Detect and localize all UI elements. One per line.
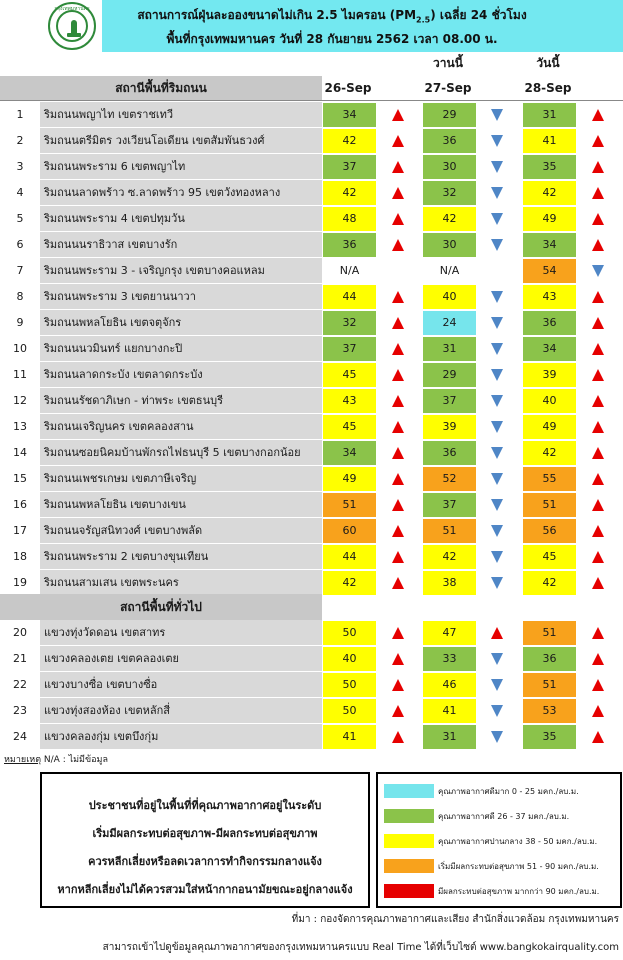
trend-down-icon [490,238,504,252]
pm25-value: 49 [323,467,376,491]
table-row [0,258,623,284]
pm25-value: 40 [323,647,376,671]
trend-up-icon [391,160,405,174]
table-row [0,102,623,128]
table-row [0,336,623,362]
pm25-value: 30 [423,155,476,179]
trend-down-icon [490,134,504,148]
trend-down-icon [490,446,504,460]
advice-line: เริ่มมีผลกระทบต่อสุขภาพ-มีผลกระทบต่อสุขภาพ [92,827,318,840]
station-name: แขวงทุ่งสองห้อง เขตหลักสี่ [40,698,322,724]
station-number: 23 [13,704,27,717]
trend-down-icon [490,704,504,718]
trend-up-icon [391,212,405,226]
general-header: สถานีพื้นที่ทั่วไป [0,594,322,620]
pm25-value: 37 [423,493,476,517]
pm25-value: 34 [323,103,376,127]
pm25-value: 54 [523,259,576,283]
trend-up-icon [591,730,605,744]
table-row [0,128,623,154]
trend-down-icon [490,550,504,564]
pm25-value: 34 [523,337,576,361]
legend-swatch [384,859,434,873]
pm25-value: 31 [523,103,576,127]
station-name: ริมถนนพระราม 4 เขตปทุมวัน [40,206,322,232]
station-number: 24 [13,730,27,743]
trend-up-icon [391,524,405,538]
station-number: 1 [16,108,24,121]
station-number: 8 [16,290,24,303]
trend-up-icon [591,420,605,434]
station-name: ริมถนนลาดพร้าว ซ.ลาดพร้าว 95 เขตวังทองหลาง [40,180,322,206]
trend-down-icon [490,730,504,744]
table-row [0,646,623,672]
trend-up-icon [391,316,405,330]
station-number: 2 [16,134,24,147]
table-row [0,232,623,258]
trend-up-icon [591,524,605,538]
trend-up-icon [391,238,405,252]
station-number: 9 [16,316,24,329]
trend-up-icon [391,108,405,122]
pm25-value: 30 [423,233,476,257]
pm25-value: 41 [523,129,576,153]
legend-swatch [384,784,434,798]
station-number: 14 [13,446,27,459]
station-name: ริมถนนเพชรเกษม เขตภาษีเจริญ [40,466,322,492]
pm25-value: 29 [423,363,476,387]
trend-up-icon [391,550,405,564]
trend-down-icon [490,472,504,486]
trend-up-icon [391,626,405,640]
table-row [0,544,623,570]
pm25-value: 31 [423,725,476,749]
pm25-value: 51 [523,493,576,517]
pm25-value: 36 [523,647,576,671]
pm25-value: 45 [523,545,576,569]
trend-up-icon [591,704,605,718]
station-number: 3 [16,160,24,173]
trend-up-icon [591,394,605,408]
table-row [0,570,623,596]
trend-up-icon [591,238,605,252]
trend-up-icon [391,576,405,590]
pm25-value: 56 [523,519,576,543]
station-name: ริมถนนพหลโยธิน เขตบางเขน [40,492,322,518]
station-name: แขวงทุ่งวัดดอน เขตสาทร [40,620,322,646]
pm25-value: 35 [523,155,576,179]
table-row [0,440,623,466]
table-header [0,76,623,101]
table-row [0,284,623,310]
pm25-value: 50 [323,673,376,697]
trend-up-icon [391,394,405,408]
trend-up-icon [391,652,405,666]
trend-up-icon [591,316,605,330]
pm25-value: 43 [523,285,576,309]
pm25-value: 41 [423,699,476,723]
pm25-value: 52 [423,467,476,491]
trend-up-icon [391,730,405,744]
page-title: สถานการณ์ฝุ่นละอองขนาดไม่เกิน 2.5 ไมครอน $(PM_{2.5})$ เฉลี่ย 24 ชั่วโมง [137,8,527,25]
trend-up-icon [591,108,605,122]
pm25-value: 29 [423,103,476,127]
trend-up-icon [591,550,605,564]
trend-up-icon [591,212,605,226]
trend-up-icon [391,342,405,356]
trend-up-icon [591,626,605,640]
advice-line: ประชาชนที่อยู่ในพื้นที่ที่คุณภาพอากาศอยู่ในระดับ [88,799,322,812]
trend-down-icon [490,420,504,434]
station-name: ริมถนนพญาไท เขตราชเทวี [40,102,322,128]
table-row [0,724,623,750]
trend-up-icon [591,134,605,148]
trend-up-icon [591,290,605,304]
pm25-value: 36 [323,233,376,257]
pm25-value: 55 [523,467,576,491]
trend-up-icon [391,420,405,434]
pm25-value: 50 [323,621,376,645]
trend-up-icon [591,472,605,486]
table-row [0,466,623,492]
pm25-value: 33 [423,647,476,671]
pm25-value: 42 [423,545,476,569]
station-name: ริมถนนสามเสน เขตพระนคร [40,570,322,596]
page-subtitle: พื้นที่กรุงเทพมหานคร วันที่ 28 กันยายน 2562 เวลา 08.00 น. [166,32,498,46]
legend: คุณภาพอากาศดีมาก 0 - 25 มคก./ลบ.ม. คุณภาพอากาศดี 26 - 37 มคก./ลบ.ม. คุณภาพอากาศปานกลาง 38 - 50 มคก./ลบ.ม. เริ่มมีผลกระทบต่อสุขภาพ 51 - 90 มคก./ลบ.ม. มีผลกระทบต่อสุขภาพ มากกว่า 90 มคก./ลบ.ม. [376,772,622,908]
trend-up-icon [490,626,504,640]
station-name: ริมถนนพหลโยธิน เขตจตุจักร [40,310,322,336]
station-name: ริมถนนซอยนิคมบ้านพักรถไฟธนบุรี 5 เขตบางกอกน้อย [40,440,322,466]
trend-up-icon [591,186,605,200]
pm25-value: 42 [323,571,376,595]
pm25-value: 46 [423,673,476,697]
pm25-value: 45 [323,363,376,387]
trend-down-icon [490,316,504,330]
pm25-value: N/A [423,259,476,283]
pm25-value: 49 [523,415,576,439]
station-number: 6 [16,238,24,251]
trend-up-icon [391,186,405,200]
pm25-value: 47 [423,621,476,645]
pm25-value: 51 [523,673,576,697]
pm25-value: 41 [323,725,376,749]
header [0,0,623,52]
legend-swatch [384,834,434,848]
station-name: แขวงคลองกุ่ม เขตบึงกุ่ม [40,724,322,750]
date-header-1: 26-Sep [324,81,372,95]
station-number: 17 [13,524,27,537]
trend-down-icon [490,368,504,382]
pm25-value: 36 [523,311,576,335]
logo-text: กรุงเทพมหานคร [54,6,90,12]
trend-down-icon [490,524,504,538]
pm25-value: 43 [323,389,376,413]
table-row [0,388,623,414]
pm25-value: 42 [523,441,576,465]
trend-up-icon [591,498,605,512]
pm25-value: 37 [423,389,476,413]
trend-down-icon [490,186,504,200]
station-number: 18 [13,550,27,563]
station-number: 21 [13,652,27,665]
pm25-value: 49 [523,207,576,231]
table-row [0,518,623,544]
station-name: ริมถนนลาดกระบัง เขตลาดกระบัง [40,362,322,388]
table-row [0,154,623,180]
source-text: ที่มา : กองจัดการคุณภาพอากาศและเสียง สำนักสิ่งแวดล้อม กรุงเทพมหานคร [291,914,619,925]
station-number: 11 [13,368,27,381]
pm25-value: 44 [323,545,376,569]
trend-up-icon [391,368,405,382]
station-number: 7 [16,264,24,277]
station-number: 15 [13,472,27,485]
station-number: 20 [13,626,27,639]
trend-up-icon [591,160,605,174]
trend-up-icon [391,704,405,718]
realtime-link-text: สามารถเข้าไปดูข้อมูลคุณภาพอากาศของกรุงเทพมหานครแบบ Real Time ได้ที่เว็บไซต์ www.bangkokairquality.com [102,942,619,953]
pm25-value: 31 [423,337,476,361]
bma-logo-icon [48,2,96,50]
roadside-header: สถานีพื้นที่ริมถนน [0,76,322,101]
station-name: ริมถนนเจริญนคร เขตคลองสาน [40,414,322,440]
pm25-value: 50 [323,699,376,723]
station-name: ริมถนนพระราม 2 เขตบางขุนเทียน [40,544,322,570]
station-number: 16 [13,498,27,511]
trend-down-icon [490,652,504,666]
trend-up-icon [391,446,405,460]
table-row [0,698,623,724]
trend-down-icon [490,678,504,692]
pm25-value: 45 [323,415,376,439]
pm25-value: 38 [423,571,476,595]
table-row [0,492,623,518]
station-name: แขวงบางซื่อ เขตบางซื่อ [40,672,322,698]
pm25-value: 53 [523,699,576,723]
pm25-value: 40 [423,285,476,309]
date-header-2: 27-Sep [424,81,472,95]
trend-up-icon [391,472,405,486]
trend-down-icon [490,160,504,174]
station-name: ริมถนนพระราม 3 เขตยานนาวา [40,284,322,310]
trend-up-icon [591,576,605,590]
trend-down-icon [490,576,504,590]
table-row [0,310,623,336]
trend-up-icon [591,368,605,382]
pm25-value: N/A [323,259,376,283]
station-number: 10 [13,342,27,355]
trend-up-icon [391,498,405,512]
pm25-value: 24 [423,311,476,335]
header-divider [0,100,623,101]
station-number: 13 [13,420,27,433]
pm25-value: 37 [323,155,376,179]
pm25-value: 32 [423,181,476,205]
trend-up-icon [391,290,405,304]
yesterday-label: วานนี้ [433,56,463,70]
trend-up-icon [591,446,605,460]
pm25-value: 37 [323,337,376,361]
pm25-value: 39 [423,415,476,439]
pm25-value: 36 [423,129,476,153]
pm25-value: 44 [323,285,376,309]
pm25-value: 42 [323,129,376,153]
pm25-value: 35 [523,725,576,749]
station-number: 22 [13,678,27,691]
pm25-value: 34 [323,441,376,465]
table-row [0,362,623,388]
pm25-value: 51 [523,621,576,645]
advice-box [40,772,370,908]
station-name: ริมถนนตรีมิตร วงเวียนโอเดียน เขตสัมพันธวงศ์ [40,128,322,154]
trend-down-icon [490,108,504,122]
station-name: ริมถนนรัชดาภิเษก - ท่าพระ เขตธนบุรี [40,388,322,414]
pm25-value: 51 [323,493,376,517]
trend-down-icon [490,342,504,356]
trend-up-icon [591,652,605,666]
footnote: หมายเหตุ N/A : ไม่มีข้อมูล [4,755,108,765]
pm25-value: 42 [423,207,476,231]
pm25-value: 36 [423,441,476,465]
pm25-value: 42 [323,181,376,205]
trend-up-icon [591,342,605,356]
date-header-3: 28-Sep [524,81,572,95]
station-number: 5 [16,212,24,225]
pm25-value: 48 [323,207,376,231]
station-number: 12 [13,394,27,407]
legend-swatch [384,809,434,823]
trend-down-icon [490,212,504,226]
pm25-value: 42 [523,571,576,595]
station-name: แขวงคลองเตย เขตคลองเตย [40,646,322,672]
pm25-value: 42 [523,181,576,205]
trend-up-icon [591,678,605,692]
table-row [0,672,623,698]
station-number: 4 [16,186,24,199]
trend-down-icon [490,498,504,512]
advice-line: หากหลีกเลี่ยงไม่ได้ควรสวมใส่หน้ากากอนามัยขณะอยู่กลางแจ้ง [57,883,353,896]
table-row [0,206,623,232]
today-label: วันนี้ [536,56,560,70]
station-name: ริมถนนนวมินทร์ แยกบางกะปิ [40,336,322,362]
trend-up-icon [391,678,405,692]
trend-up-icon [391,134,405,148]
trend-down-icon [490,290,504,304]
advice-line: ควรหลีกเลี่ยงหรือลดเวลาการทำกิจกรรมกลางแจ้ง [88,855,322,868]
table-row [0,620,623,646]
trend-down-icon [591,264,605,278]
station-name: ริมถนนจรัญสนิทวงศ์ เขตบางพลัด [40,518,322,544]
station-name: ริมถนนนราธิวาส เขตบางรัก [40,232,322,258]
pm25-value: 34 [523,233,576,257]
trend-down-icon [490,394,504,408]
pm25-value: 60 [323,519,376,543]
table-row [0,414,623,440]
station-number: 19 [13,576,27,589]
pm25-value: 39 [523,363,576,387]
pm25-value: 40 [523,389,576,413]
pm25-value: 32 [323,311,376,335]
pm25-value: 51 [423,519,476,543]
legend-swatch [384,884,434,898]
station-name: ริมถนนพระราม 6 เขตพญาไท [40,154,322,180]
table-row [0,180,623,206]
station-name: ริมถนนพระราม 3 - เจริญกรุง เขตบางคอแหลม [40,258,322,284]
